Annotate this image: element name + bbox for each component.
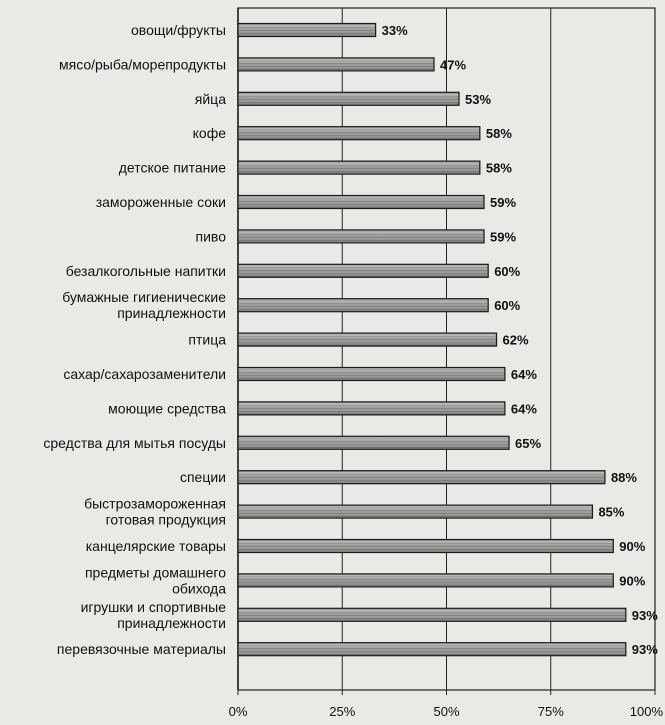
x-tick-label: 0% [228,704,248,719]
data-label: 90% [619,539,646,554]
category-label: быстрозамороженная готовая продукция [84,495,226,528]
bar-shading [239,334,496,345]
category-label: перевязочные материалы [56,641,226,658]
data-label: 53% [465,91,492,107]
category-label: безалкогольные напитки [65,262,226,279]
bar-shading [239,506,591,517]
category-label: овощи/фрукты [131,22,226,38]
category-label: мясо/рыба/морепродукты [58,56,226,73]
category-label: моющие средства [108,400,226,417]
category-label: сахар/сахарозаменители [63,366,226,382]
x-tick-label: 100% [629,704,663,719]
bar-shading [239,162,479,173]
data-label: 64% [510,401,537,417]
bar-shading [239,59,433,70]
bar-shading [239,93,458,104]
data-label: 85% [598,504,625,520]
category-label: птица [188,331,226,348]
bar-shading [239,231,483,242]
data-label: 58% [485,126,512,142]
bar-shading [239,25,375,36]
category-labels [43,22,226,657]
x-tick-label: 25% [329,704,356,719]
x-tick-label: 50% [433,704,460,719]
data-label: 60% [494,298,521,314]
data-label: 58% [485,160,512,176]
data-label: 62% [502,332,529,348]
data-label: 93% [631,607,658,623]
bar-shading [239,609,625,620]
category-label: бумажные гигиенические принадлежности [62,289,226,322]
bar-shading [239,128,479,139]
category-label: игрушки и спортивные принадлежности [80,598,226,631]
bar-shading [239,300,487,311]
bar-shading [239,644,625,655]
data-label: 93% [631,642,658,658]
data-label: 65% [515,435,542,451]
category-label: предметы домашнего обихода [84,564,226,597]
bar-shading [239,472,604,483]
category-label: пиво [195,228,226,245]
category-label: замороженные соки [95,194,226,210]
category-label: кофе [192,125,226,142]
x-axis-ticks [229,690,664,719]
category-label: канцелярские товары [85,538,226,554]
data-label: 33% [381,23,408,38]
data-label: 47% [439,57,467,73]
category-label: детское питание [118,159,226,176]
bar-shading [239,265,487,276]
category-label: яйца [194,90,226,107]
bar-shading [239,403,504,414]
bar-shading [239,437,508,448]
bar-shading [239,541,612,552]
data-label: 64% [510,367,537,382]
category-label: средства для мытья посуды [43,434,226,451]
data-label: 59% [490,195,517,210]
data-label: 90% [619,573,646,589]
data-label: 60% [494,263,521,279]
x-tick-label: 75% [537,704,564,719]
data-label: 59% [490,229,517,245]
bar-shading [239,369,504,380]
category-label: специи [179,469,226,486]
bar-shading [239,197,483,208]
data-label: 88% [610,470,637,486]
bars [238,24,626,656]
bar-shading [239,575,612,586]
gridlines [238,8,655,690]
